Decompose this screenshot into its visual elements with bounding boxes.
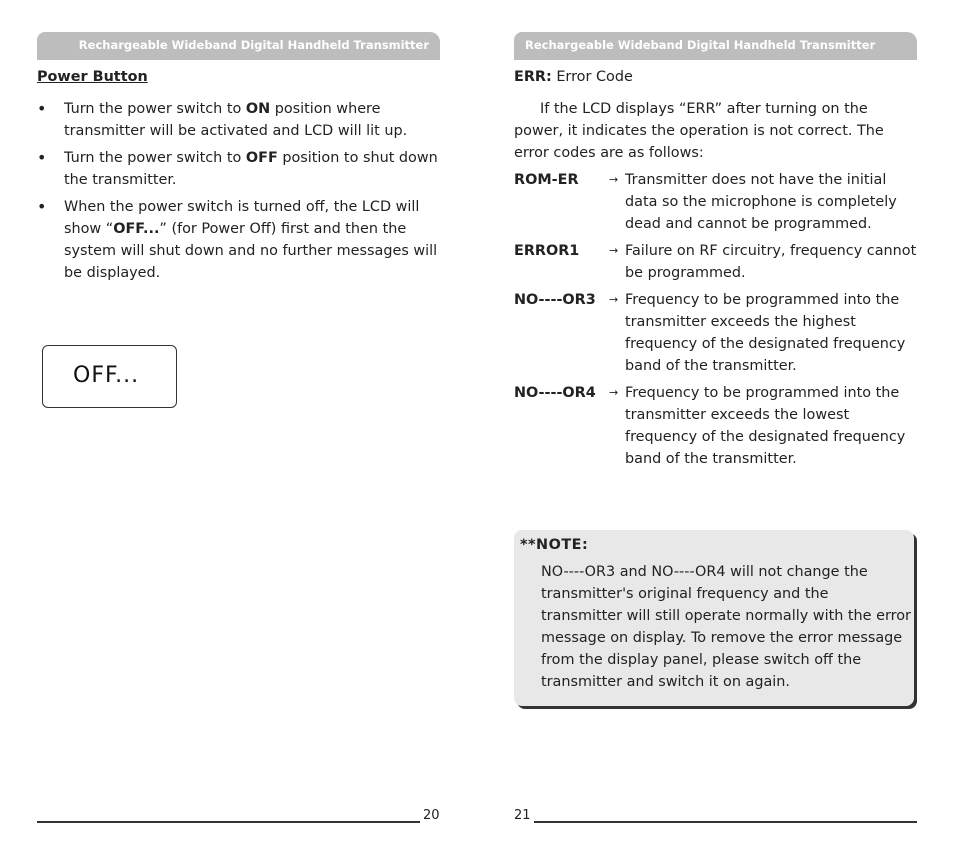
bullet-icon: • bbox=[37, 197, 47, 216]
bullet-list bbox=[37, 98, 440, 289]
section-title bbox=[37, 69, 148, 85]
note-body: NO----OR3 and NO----OR4 will not change the transmitter's original frequency and the transmitter will still operate normally with the error message on display. To remove the error message from the display panel, please switch off the transmitter and switch it on again. bbox=[541, 564, 911, 690]
error-description: Frequency to be programmed into the transmitter exceeds the lowest frequency of the designated frequency band of the transmitter. bbox=[625, 385, 906, 467]
page-number: 21 bbox=[514, 808, 531, 823]
list-item bbox=[37, 98, 440, 142]
bullet-icon: • bbox=[37, 99, 47, 118]
section-title bbox=[514, 69, 633, 85]
left-page bbox=[37, 0, 440, 849]
intro-paragraph: If the LCD displays “ERR” after turning on the power, it indicates the operation is not correct. The error codes are as follows: bbox=[514, 101, 884, 161]
bold-text: OFF... bbox=[113, 221, 160, 237]
error-code-row bbox=[514, 240, 917, 284]
error-code-row bbox=[514, 169, 917, 235]
bold-text: ON bbox=[245, 101, 271, 117]
text-run: position where transmitter will be activated and LCD will lit up. bbox=[64, 101, 408, 139]
error-code: ROM-ER bbox=[514, 172, 579, 188]
error-code: NO----OR4 bbox=[514, 385, 596, 401]
arrow-icon: → bbox=[609, 293, 619, 306]
note-title: **NOTE: bbox=[520, 537, 589, 553]
page-header-bar bbox=[37, 32, 440, 58]
list-item bbox=[37, 196, 440, 284]
error-description: Failure on RF circuitry, frequency cannot be programmed. bbox=[625, 243, 917, 281]
arrow-icon: → bbox=[609, 173, 619, 186]
arrow-icon: → bbox=[609, 244, 619, 257]
right-page bbox=[514, 0, 917, 849]
error-code-row bbox=[514, 289, 917, 377]
error-code: ERROR1 bbox=[514, 243, 580, 259]
text-run: ” (for Power Off) first and then the system will shut down and no further messages will be displayed. bbox=[64, 221, 438, 281]
page-header-text: Rechargeable Wideband Digital Handheld Transmitter bbox=[525, 38, 876, 52]
note-box bbox=[514, 530, 914, 706]
section-title-bold: ERR: bbox=[514, 69, 552, 85]
text-run: Turn the power switch to bbox=[64, 101, 246, 117]
footer-rule bbox=[37, 821, 420, 823]
page-number: 20 bbox=[423, 808, 440, 823]
error-code: NO----OR3 bbox=[514, 292, 596, 308]
text-run: When the power switch is turned off, the LCD will show “ bbox=[64, 199, 420, 237]
error-code-row bbox=[514, 382, 917, 470]
bold-text: OFF bbox=[245, 150, 278, 166]
error-description: Frequency to be programmed into the transmitter exceeds the highest frequency of the designated frequency band of the transmitter. bbox=[625, 292, 906, 374]
text-run: position to shut down the transmitter. bbox=[64, 150, 438, 188]
footer-rule bbox=[534, 821, 917, 823]
error-code-list bbox=[514, 169, 917, 475]
lcd-display: OFF... bbox=[42, 345, 177, 408]
page-header-bar bbox=[514, 32, 917, 58]
section-title-text: Power Button bbox=[37, 69, 148, 85]
text-run: Turn the power switch to bbox=[64, 150, 246, 166]
bullet-icon: • bbox=[37, 148, 47, 167]
arrow-icon: → bbox=[609, 386, 619, 399]
error-description: Transmitter does not have the initial data so the microphone is completely dead and cannot be programmed. bbox=[625, 172, 897, 232]
list-item bbox=[37, 147, 440, 191]
section-title-text: Error Code bbox=[551, 69, 633, 85]
page-header-text: Rechargeable Wideband Digital Handheld Transmitter bbox=[78, 38, 429, 52]
